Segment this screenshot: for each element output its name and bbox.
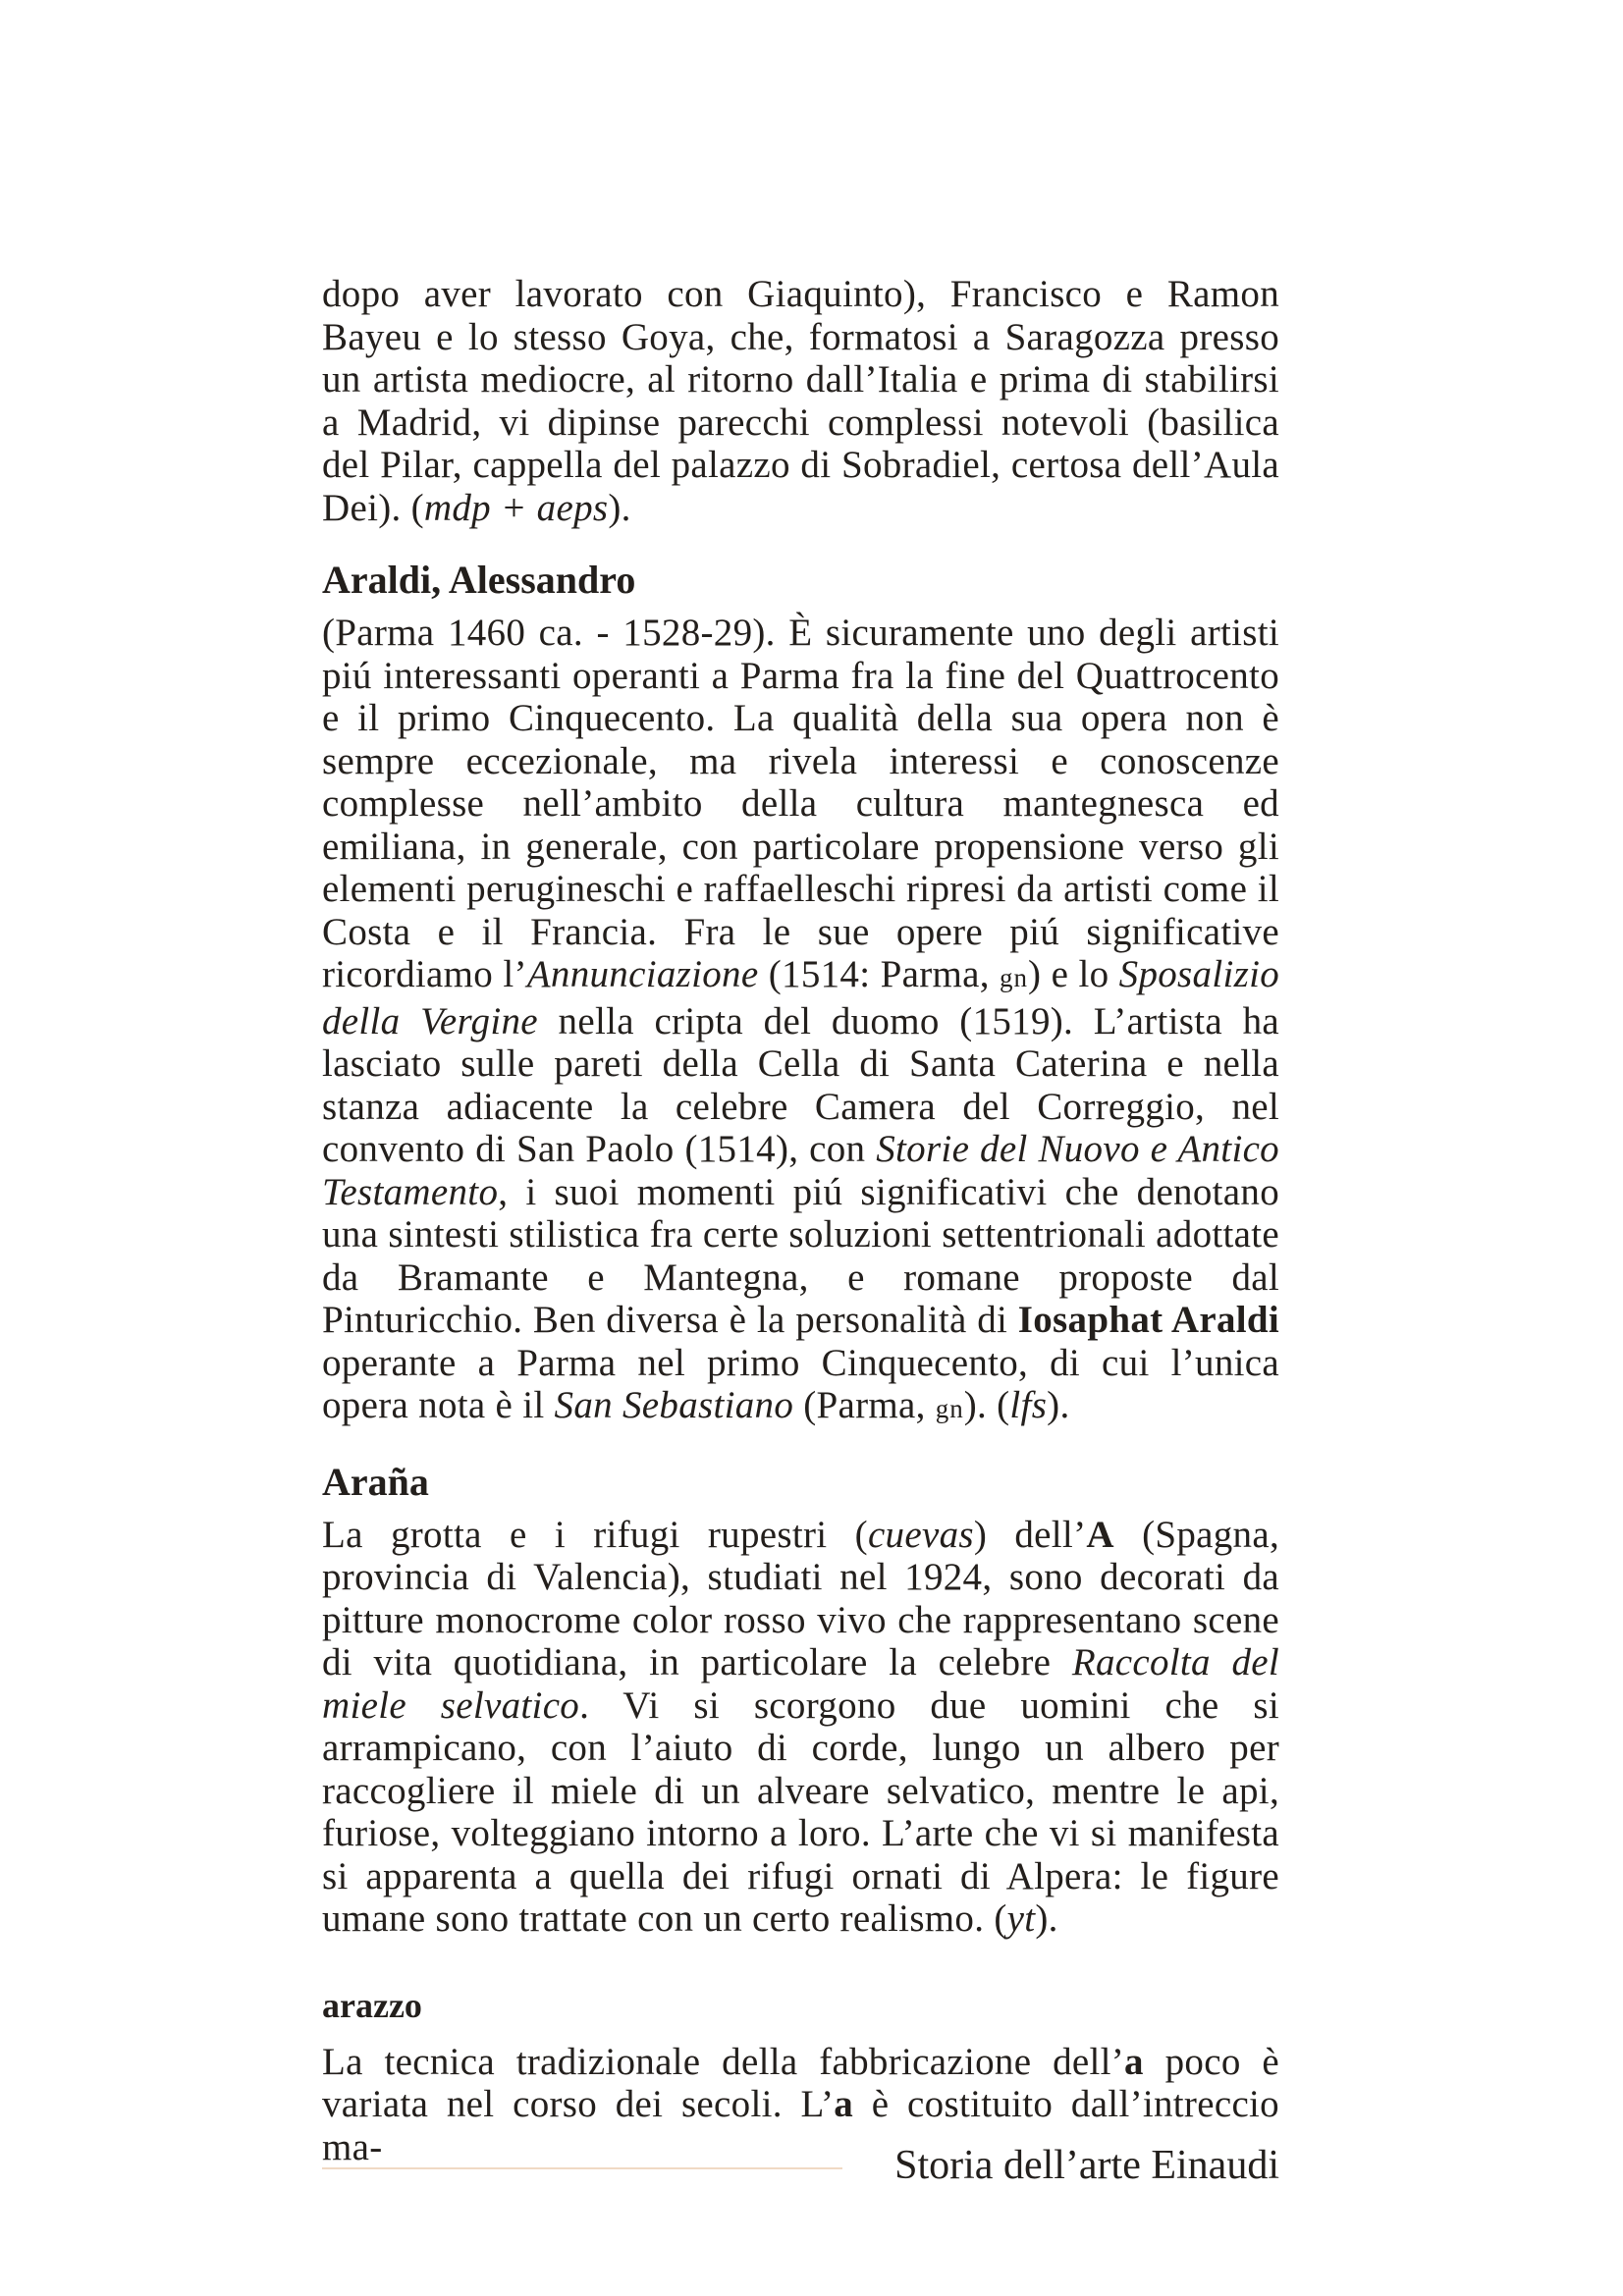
author-signature: yt xyxy=(1006,1897,1036,1940)
artwork-title: San Sebastiano xyxy=(554,1384,794,1426)
intro-text: dopo aver lavorato con Giaquinto), Francisco e Ramon Bayeu e lo stesso Goya, che, formatosi a Saragozza presso un artista mediocre, al ritorno dall’Italia e prima di stabilirsi a Madrid, vi dipinse parecchi complessi notevoli (basilica del Pilar, cappella del palazzo di Sobradiel, certosa dell’Aula Dei). ( xyxy=(322,273,1279,529)
intro-close: ). xyxy=(608,486,631,529)
entry-body-arana: La grotta e i rifugi rupestri (cuevas) dell’A (Spagna, provincia di Valencia), studiati nel 1924, sono decorati da pitture monocrome color rosso vivo che rappresentano scene di vita quotidiana, in particolare la celebre Raccolta del miele selvatico. Vi si scorgono due uomini che si arrampicano, con l’aiuto di corde, lungo un albero per raccogliere il miele di un alveare selvatico, mentre le api, furiose, volteggiano intorno a loro. L’arte che vi si manifesta si apparenta a quella dei rifugi ornati di Alpera: le figure umane sono trattate con un certo realismo. (yt). xyxy=(322,1513,1280,1940)
intro-paragraph xyxy=(322,273,1279,529)
footer-rule xyxy=(322,2167,842,2169)
author-signature: lfs xyxy=(1009,1384,1048,1426)
artwork-title: Annunciazione xyxy=(526,953,759,995)
headword-abbr: A xyxy=(1086,1513,1114,1556)
artwork-title: Sposalizio della Vergine xyxy=(322,953,1280,1042)
museum-abbr: gn xyxy=(935,1394,964,1423)
entry-title-arana: Araña xyxy=(322,1459,429,1504)
entry-title-araldi: Araldi, Alessandro xyxy=(322,558,636,602)
headword-abbr: a xyxy=(1124,2040,1144,2083)
footer-title: Storia dell’arte Einaudi xyxy=(894,2143,1279,2188)
entry-body-araldi: (Parma 1460 ca. - 1528-29). È sicuramente uno degli artisti piú interessanti operanti a Parma fra la fine del Quattrocento e il primo Cinquecento. La qualità della sua opera non è sempre eccezionale, ma rivela interessi e conoscenze complesse nell’ambito della cultura mantegnesca ed emiliana, in generale, con particolare propensione verso gli elementi perugineschi e raffaelleschi ripresi da artisti come il Costa e il Francia. Fra le sue opere piú significative ricordiamo l’Annunciazione (1514: Parma, gn) e lo Sposalizio della Vergine nella cripta del duomo (1519). L’artista ha lasciato sulle pareti della Cella di Santa Caterina e nella stanza adiacente la celebre Camera del Correggio, nel convento di San Paolo (1514), con Storie del Nuovo e Antico Testamento, i suoi momenti piú significativi che denotano una sintesti stilistica fra certe soluzioni settentrionali adottate da Bramante e Mantegna, e romane proposte dal Pinturicchio. Ben diversa è la personalità di Iosaphat Araldi operante a Parma nel primo Cinquecento, di cui l’unica opera nota è il San Sebastiano (Parma, gn). (lfs). xyxy=(322,612,1280,1426)
author-signature: mdp + aeps xyxy=(423,486,609,529)
artwork-title: Raccolta del miele selvatico xyxy=(322,1641,1279,1727)
museum-abbr: gn xyxy=(1000,963,1029,992)
headword-abbr: a xyxy=(834,2083,854,2125)
person-name: Iosaphat Araldi xyxy=(1017,1299,1280,1341)
entry-body-arazzo: La tecnica tradizionale della fabbricazione dell’a poco è variata nel corso dei secoli. L’a è costituito dall’intreccio ma- xyxy=(322,2040,1279,2168)
term: cuevas xyxy=(867,1513,974,1556)
page-body xyxy=(322,273,1279,2168)
artwork-title: Storie del Nuovo e Antico Testamento xyxy=(322,1128,1279,1213)
entry-title-arazzo: arazzo xyxy=(322,1985,422,2025)
